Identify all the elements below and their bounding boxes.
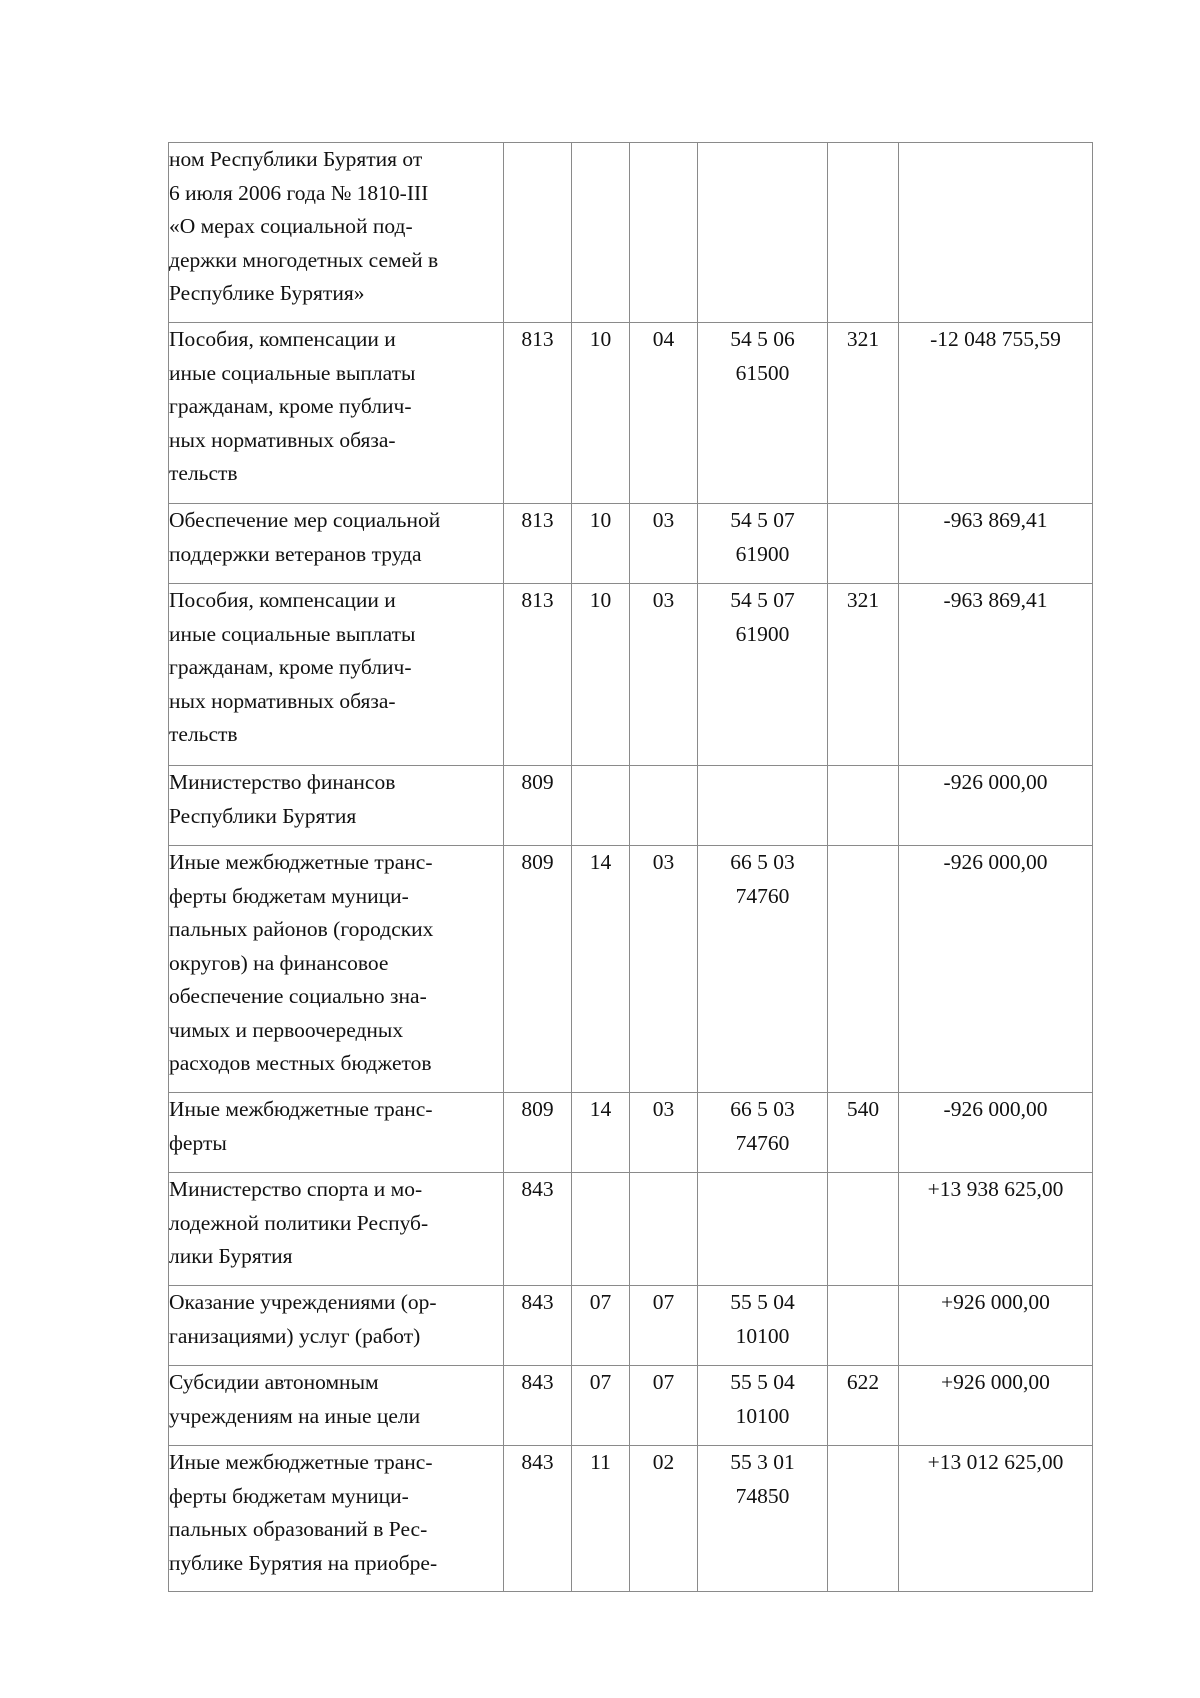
- target-article-cell: 55 5 04 10100: [698, 1366, 828, 1446]
- table-row: [169, 1173, 1093, 1286]
- table-row: [169, 504, 1093, 584]
- grbs-cell: 843: [504, 1173, 572, 1286]
- section-cell: [572, 766, 630, 846]
- expense-type-cell: 321: [828, 323, 899, 504]
- amount-cell: +13 938 625,00: [899, 1173, 1093, 1286]
- table-row: [169, 1366, 1093, 1446]
- amount-cell: -963 869,41: [899, 504, 1093, 584]
- section-cell: 07: [572, 1286, 630, 1366]
- table-row: [169, 1446, 1093, 1592]
- amount-cell: +13 012 625,00: [899, 1446, 1093, 1592]
- expense-type-cell: [828, 846, 899, 1093]
- section-cell: 10: [572, 584, 630, 766]
- expense-type-cell: [828, 766, 899, 846]
- subsection-cell: [630, 1173, 698, 1286]
- table-row: [169, 766, 1093, 846]
- amount-cell: [899, 143, 1093, 323]
- expense-type-cell: [828, 1286, 899, 1366]
- amount-cell: -926 000,00: [899, 766, 1093, 846]
- budget-table: [168, 142, 1093, 1592]
- grbs-cell: [504, 143, 572, 323]
- section-cell: 07: [572, 1366, 630, 1446]
- target-article-cell: [698, 143, 828, 323]
- target-article-cell: 54 5 07 61900: [698, 584, 828, 766]
- section-cell: 14: [572, 1093, 630, 1173]
- target-article-cell: 55 3 01 74850: [698, 1446, 828, 1592]
- target-article-cell: 66 5 03 74760: [698, 1093, 828, 1173]
- expense-name-cell: Иные межбюджетные транс- ферты бюджетам муници- пальных образований в Рес- публике Бурятия на приобре-: [169, 1446, 504, 1592]
- target-article-cell: 54 5 07 61900: [698, 504, 828, 584]
- expense-name-cell: Оказание учреждениями (ор- ганизациями) услуг (работ): [169, 1286, 504, 1366]
- subsection-cell: 03: [630, 504, 698, 584]
- expense-name-cell: Иные межбюджетные транс- ферты бюджетам муници- пальных районов (городских округов) на финансовое обеспечение социально зна- чимых и первоочередных расходов местных бюджетов: [169, 846, 504, 1093]
- target-article-cell: 54 5 06 61500: [698, 323, 828, 504]
- target-article-cell: [698, 1173, 828, 1286]
- expense-name-cell: Иные межбюджетные транс- ферты: [169, 1093, 504, 1173]
- expense-name-cell: ном Республики Бурятия от 6 июля 2006 года № 1810-III «О мерах социальной под- держки многодетных семей в Республике Бурятия»: [169, 143, 504, 323]
- amount-cell: -926 000,00: [899, 846, 1093, 1093]
- expense-type-cell: 321: [828, 584, 899, 766]
- amount-cell: -963 869,41: [899, 584, 1093, 766]
- amount-cell: +926 000,00: [899, 1286, 1093, 1366]
- target-article-cell: 66 5 03 74760: [698, 846, 828, 1093]
- table-row: [169, 1093, 1093, 1173]
- grbs-cell: 813: [504, 584, 572, 766]
- grbs-cell: 809: [504, 766, 572, 846]
- subsection-cell: 02: [630, 1446, 698, 1592]
- budget-table-body: [169, 143, 1093, 1592]
- grbs-cell: 843: [504, 1446, 572, 1592]
- expense-type-cell: [828, 1446, 899, 1592]
- section-cell: 11: [572, 1446, 630, 1592]
- expense-type-cell: [828, 504, 899, 584]
- section-cell: 10: [572, 504, 630, 584]
- subsection-cell: 03: [630, 846, 698, 1093]
- expense-name-cell: Пособия, компенсации и иные социальные выплаты гражданам, кроме публич- ных нормативных обяза- тельств: [169, 323, 504, 504]
- grbs-cell: 809: [504, 1093, 572, 1173]
- subsection-cell: 07: [630, 1366, 698, 1446]
- expense-name-cell: Министерство спорта и мо- лодежной политики Респуб- лики Бурятия: [169, 1173, 504, 1286]
- expense-type-cell: [828, 143, 899, 323]
- amount-cell: +926 000,00: [899, 1366, 1093, 1446]
- grbs-cell: 843: [504, 1366, 572, 1446]
- expense-type-cell: [828, 1173, 899, 1286]
- subsection-cell: 03: [630, 1093, 698, 1173]
- grbs-cell: 843: [504, 1286, 572, 1366]
- table-row: [169, 143, 1093, 323]
- grbs-cell: 813: [504, 323, 572, 504]
- target-article-cell: 55 5 04 10100: [698, 1286, 828, 1366]
- amount-cell: -12 048 755,59: [899, 323, 1093, 504]
- table-row: [169, 584, 1093, 766]
- section-cell: 14: [572, 846, 630, 1093]
- grbs-cell: 809: [504, 846, 572, 1093]
- expense-name-cell: Пособия, компенсации и иные социальные выплаты гражданам, кроме публич- ных нормативных обяза- тельств: [169, 584, 504, 766]
- subsection-cell: 07: [630, 1286, 698, 1366]
- section-cell: 10: [572, 323, 630, 504]
- target-article-cell: [698, 766, 828, 846]
- expense-name-cell: Министерство финансов Республики Бурятия: [169, 766, 504, 846]
- expense-type-cell: 540: [828, 1093, 899, 1173]
- table-row: [169, 846, 1093, 1093]
- section-cell: [572, 1173, 630, 1286]
- grbs-cell: 813: [504, 504, 572, 584]
- table-row: [169, 1286, 1093, 1366]
- expense-name-cell: Обеспечение мер социальной поддержки ветеранов труда: [169, 504, 504, 584]
- subsection-cell: [630, 766, 698, 846]
- table-row: [169, 323, 1093, 504]
- expense-type-cell: 622: [828, 1366, 899, 1446]
- amount-cell: -926 000,00: [899, 1093, 1093, 1173]
- subsection-cell: 03: [630, 584, 698, 766]
- subsection-cell: 04: [630, 323, 698, 504]
- expense-name-cell: Субсидии автономным учреждениям на иные цели: [169, 1366, 504, 1446]
- section-cell: [572, 143, 630, 323]
- subsection-cell: [630, 143, 698, 323]
